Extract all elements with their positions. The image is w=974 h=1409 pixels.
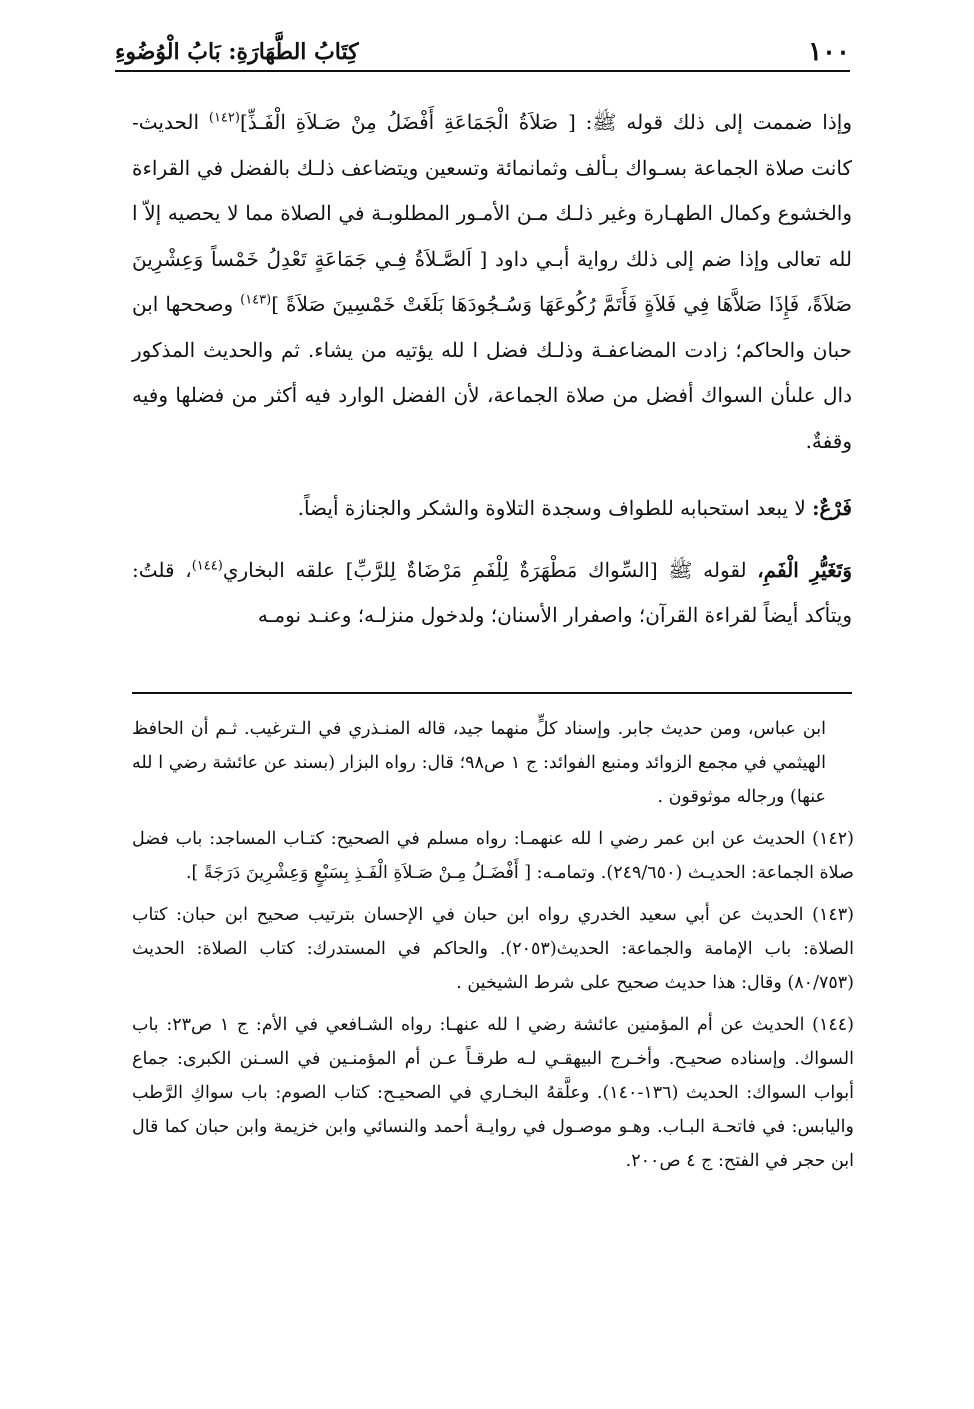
paragraph-1-text-b: الحديث- كانت صلاة الجماعة بسـواك بـألف وثمانمائة وتسعين ويتضاعف ذلـك بالفضل في القراءة والخشوع وكمال الطهـارة وغير ذلـك مـن الأمـور المطلوبـة في الصلاة مما لا يحصيه إلاّ ا لله تعالى وإذا ضم إلى ذلك رواية أبـي داود [ اَلصَّـلاَةُ فِـي جَمَاعَةٍ تَعْدِلُ خَمْساً وَعِشْرِينَ صَلاَةً، فَإِذَا صَلاَّهَا فِي فَلاَةٍ فَأَتَمَّ رُكُوعَهَا وَسُـجُودَهَا بَلَغَتْ خَمْسِينَ صَلاَةً ]	[132, 110, 852, 316]
footnote-ref-143: (١٤٣)	[240, 292, 272, 308]
page-header	[115, 36, 850, 72]
footnote-ref-144: (١٤٤)	[191, 557, 223, 573]
footnote-143: (١٤٣) الحديث عن أبي سعيد الخدري رواه ابن حبان في الإحسان بترتيب صحيح ابن حبان: كتاب الصلاة: باب الإمامة والجماعة: الحديث(٢٠٥٣). والحاكم في المستدرك: كتاب الصلاة: الحديث (٨٠/٧٥٣) وقال: هذا حديث صحيح على شرط الشيخين .	[132, 905, 855, 993]
paragraph-3-text-b: ، قلتُ: ويتأكد أيضاً لقراءة القرآن؛ واصفرار الأسنان؛ ولدخول منزلـه؛ وعنـد نومـه	[132, 557, 852, 627]
footnotes	[132, 712, 854, 1186]
paragraph-2	[132, 486, 852, 532]
paragraph-3	[132, 548, 852, 639]
paragraph-3-lead: وَتَغَيُّرِ الْفَمِ،	[757, 557, 852, 582]
paragraph-3-text-a: لقوله ﷺ [السِّواك مَطْهَرَةٌ لِلْفَمِ مَرْضَاةٌ لِلرَّبِّ] علقه البخاري	[222, 557, 758, 582]
footnote-divider	[132, 692, 852, 694]
paragraph-2-text: لا يبعد استحبابه للطواف وسجدة التلاوة والشكر والجنازة أيضاً.	[297, 496, 813, 520]
footnote-continuation: ابن عباس، ومن حديث جابر. وإسناد كلٍّ منهما جيد، قاله المنـذري في الـترغيب. ثـم أن الحافظ الهيثمي في مجمع الزوائد ومنبع الفوائد: ج ١ ص٩٨؛ قال: رواه البزار (بسند عن عائشة رضي ا لله عنها) ورجاله موثوقون .	[132, 719, 826, 807]
running-title: كِتَابُ الطَّهَارَةِ: بَابُ الْوُضُوءِ	[115, 39, 359, 65]
paragraph-1-text-a: وإذا ضممت إلى ذلك قوله ﷺ: [ صَلاَةُ الْجَمَاعَةِ أَفْضَلُ مِنْ صَـلاَةِ الْفَـذِّ]	[239, 110, 852, 134]
page-number: ١٠٠	[808, 37, 850, 67]
footnote-ref-142: (١٤٢)	[208, 110, 240, 126]
main-text	[132, 100, 852, 639]
footnote-142: (١٤٢) الحديث عن ابن عمر رضي ا لله عنهمـا: رواه مسلم في الصحيح: كتـاب المساجد: باب فضل صلاة الجماعة: الحديـث (٢٤٩/٦٥٠). وتمامـه: [ أَفْضَـلُ مِـنْ صَـلاَةِ الْفَـذِ بِسَبْعٍ وَعِشْرِينَ دَرَجَةً ].	[132, 829, 854, 883]
paragraph-1	[132, 100, 852, 464]
paragraph-1-text-c: وصححها ابن حبان والحاكم؛ زادت المضاعفـة وذلـك فضل ا لله يؤتيه من يشاء. ثم والحديث المذكور دال علىأن السواك أفضل من صلاة الجماعة، لأن الفضل الوارد فيه أكثر من فضلها وفيه وقفةٌ.	[132, 292, 852, 453]
paragraph-2-lead: فَرْعٌ:	[812, 496, 852, 520]
footnote-144: (١٤٤) الحديث عن أم المؤمنين عائشة رضي ا لله عنهـا: رواه الشـافعي في الأم: ج ١ ص٢٣: باب السواك. وإسناده صحيـح. وأخـرج البيهقـي لـه طرقـاً عـن أم المؤمنـين في السـنن الكبرى: جماع أبواب السواك: الحديث (١٣٦-١٤٠). وعلَّقهُ البخـاري في الصحيـح: كتاب الصوم: باب سواكِ الرَّطب واليابس: في فاتحـة البـاب. وهـو موصـول في روايـة أحمد والنسائي وابن خزيمة وابن حبان كما قال ابن حجر في الفتح: ج ٤ ص٢٠٠.	[132, 1015, 854, 1171]
